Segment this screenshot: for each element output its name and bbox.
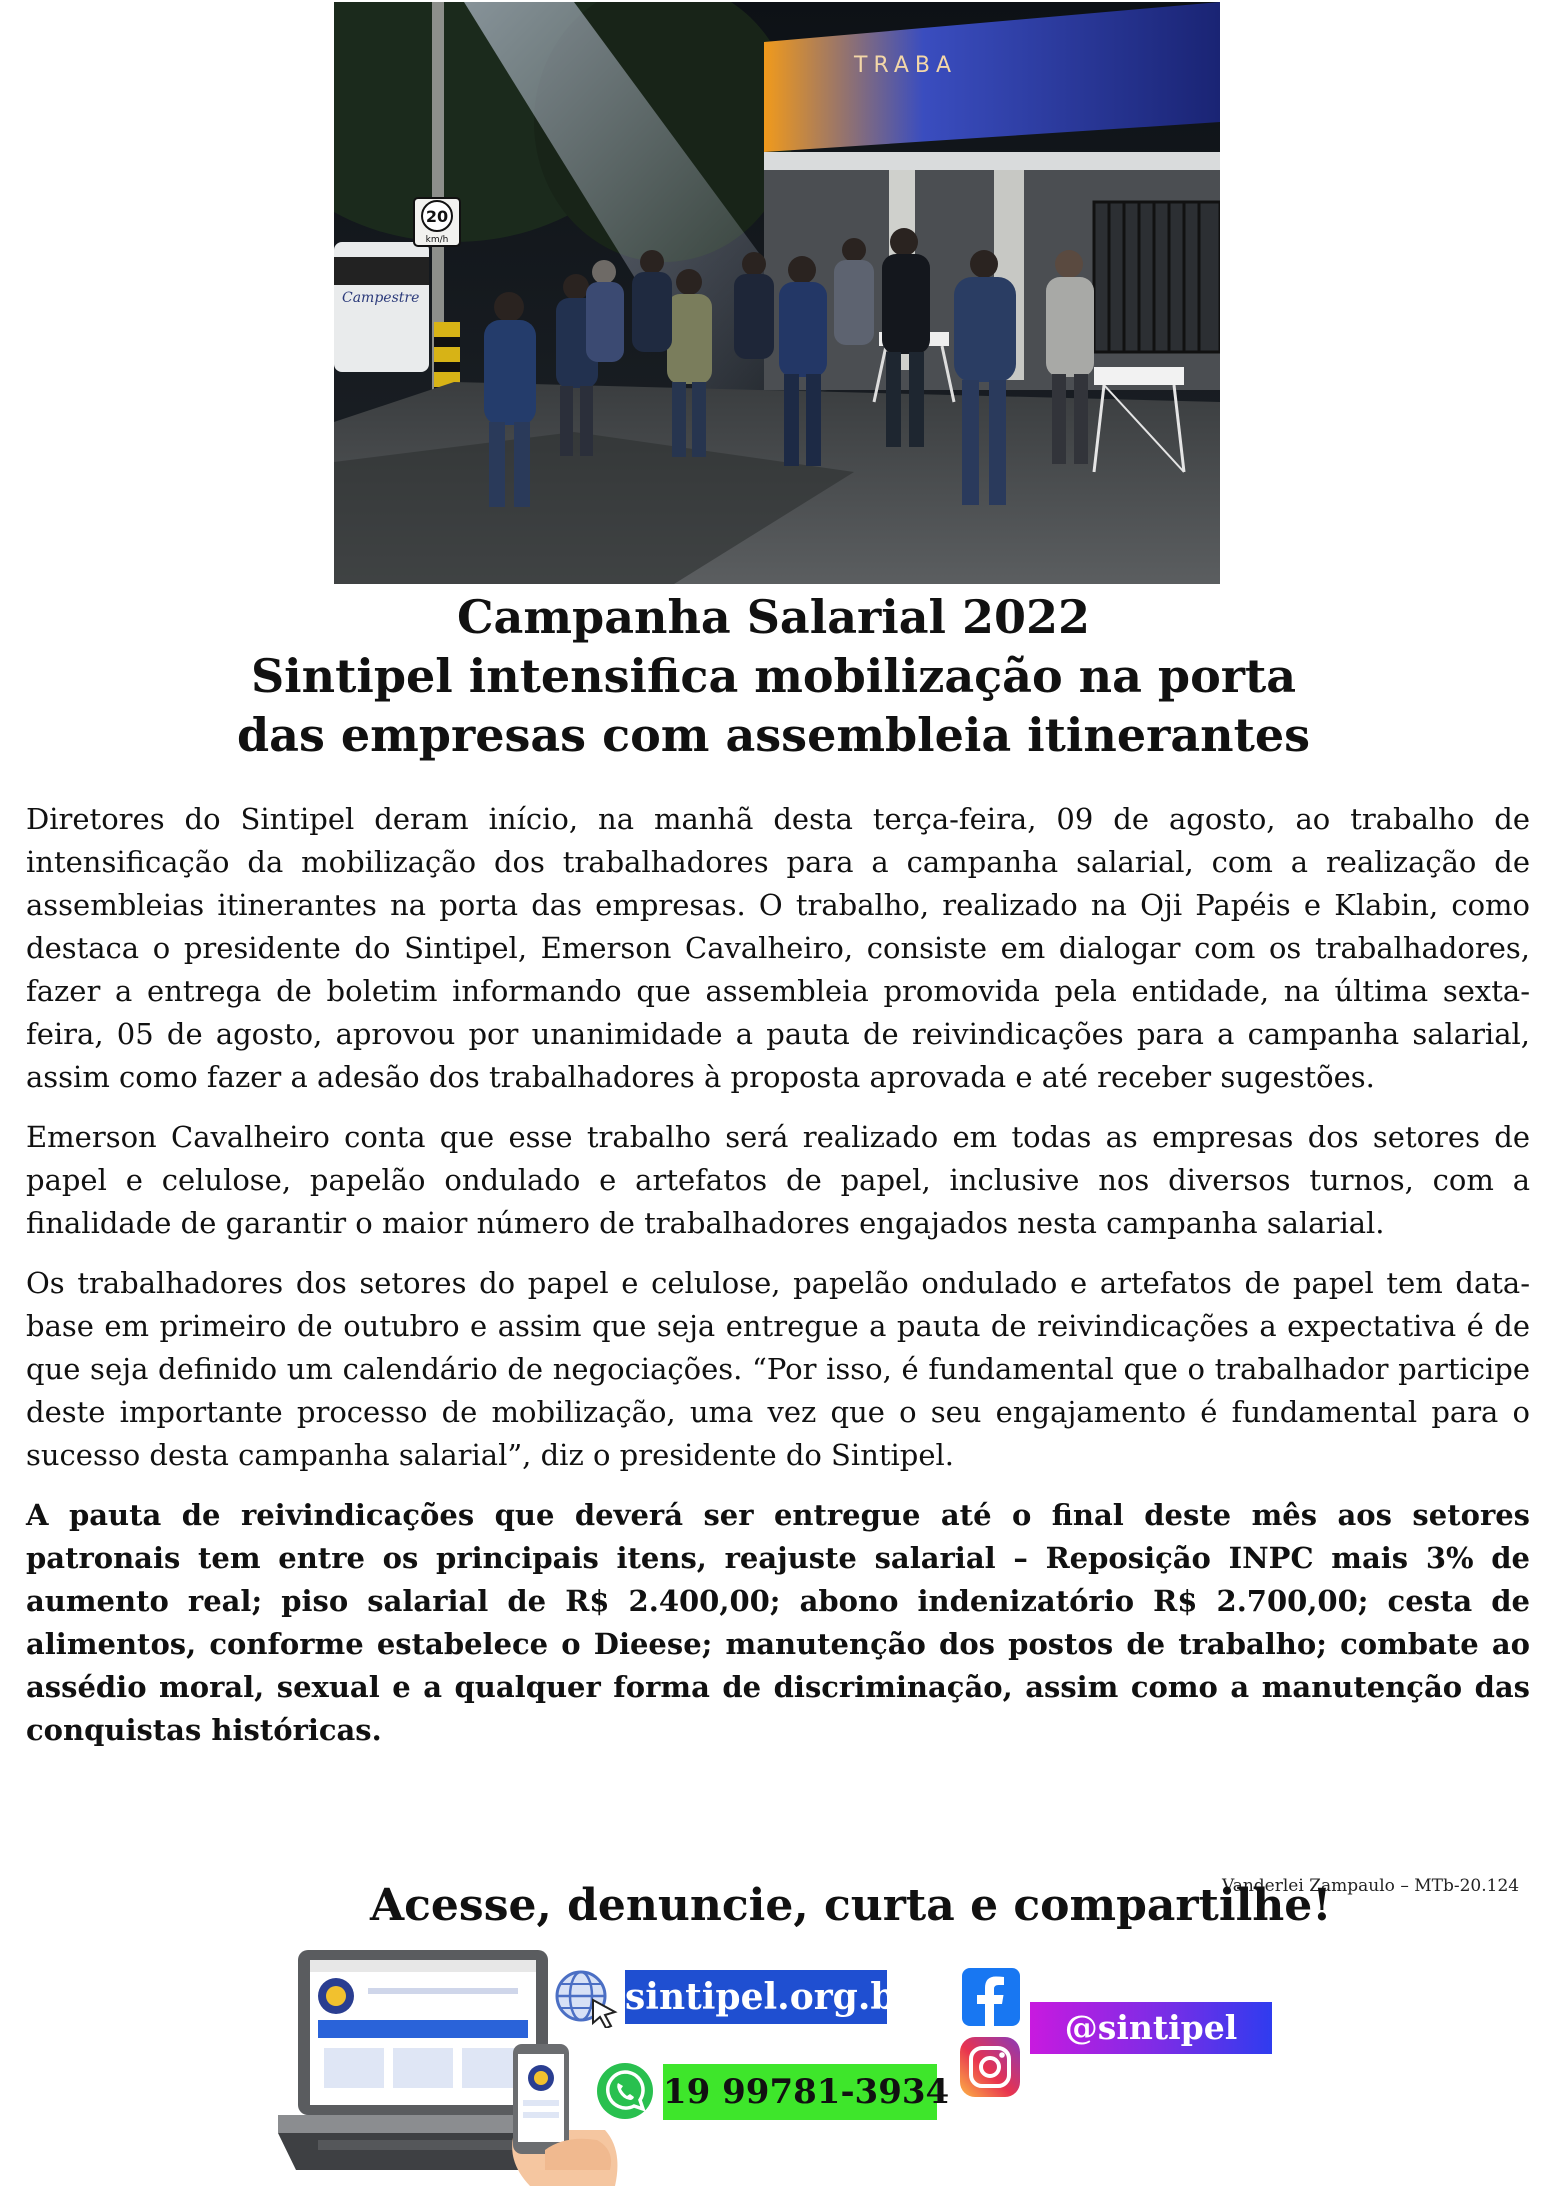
website-link[interactable]: sintipel.org.br	[625, 1970, 887, 2024]
article-photo	[334, 2, 1220, 584]
building-gate	[1094, 202, 1220, 352]
banner-text: TRABA	[854, 53, 958, 78]
article-paragraph-1: Diretores do Sintipel deram início, na manhã desta terça-feira, 09 de agosto, ao trabalho de intensificação da mobilização dos trabalhadores para a campanha salarial, com a realização de assembleias itinerantes na porta das empresas. O trabalho, realizado na Oji Papéis e Klabin, como destaca o presidente do Sintipel, Emerson Cavalheiro, consiste em dialogar com os trabalhadores, fazer a entrega de boletim informando que assembleia promovida pela entidade, na última sexta-feira, 05 de agosto, aprovou por unanimidade a pauta de reivindicações para a campanha salarial, assim como fazer a adesão dos trabalhadores à proposta aprovada e até receber sugestões.	[26, 802, 1530, 1094]
speed-sign-number: 20	[425, 207, 449, 226]
social-handle[interactable]: @sintipel	[1030, 2002, 1272, 2054]
whatsapp-icon	[596, 2062, 654, 2124]
article-paragraph-demands: A pauta de reivindicações que deverá ser entregue até o final deste mês aos setores patronais tem entre os principais itens, reajuste salarial – Reposição INPC mais 3% de aumento real; piso salarial de R$ 2.400,00; abono indenizatório R$ 2.700,00; cesta de alimentos, conforme estabelece o Dieese; manutenção dos postos de trabalho; combate ao assédio moral, sexual e a qualquer forma de discriminação, assim como a manutenção das conquistas históricas.	[26, 1498, 1530, 1747]
globe-icon	[553, 1968, 619, 2032]
photo-scene	[334, 2, 1220, 584]
facebook-icon[interactable]	[962, 1968, 1020, 2030]
article-body	[26, 798, 1530, 1752]
instagram-icon[interactable]	[959, 2036, 1021, 2102]
headline	[0, 588, 1547, 765]
speed-sign-unit: km/h	[425, 235, 449, 245]
article-paragraph-2: Emerson Cavalheiro conta que esse trabalho será realizado em todas as empresas dos setores de papel e celulose, papelão ondulado e artefatos de papel, inclusive nos diversos turnos, com a finalidade de garantir o maior número de trabalhadores engajados nesta campanha salarial.	[26, 1120, 1530, 1240]
folding-table	[1094, 367, 1184, 385]
building-canopy	[764, 152, 1220, 170]
article-paragraph-3: Os trabalhadores dos setores do papel e celulose, papelão ondulado e artefatos de papel tem data-base em primeiro de outubro e assim que seja entregue a pauta de reivindicações a expectativa é de que seja definido um calendário de negociações. “Por isso, é fundamental que o trabalhador participe deste importante processo de mobilização, uma vez que o seu engajamento é fundamental para o sucesso desta campanha salarial”, diz o presidente do Sintipel.	[26, 1266, 1530, 1472]
whatsapp-number[interactable]: 19 99781-3934	[663, 2064, 937, 2120]
headline-line-1: Campanha Salarial 2022	[456, 590, 1091, 644]
author-credit: Vanderlei Zampaulo – MTb-20.124	[1222, 1876, 1520, 1896]
call-to-action: Acesse, denuncie, curta e compartilhe!	[370, 1880, 1332, 1931]
headline-line-2: Sintipel intensifica mobilização na porta	[250, 649, 1297, 703]
bus-text: Campestre	[342, 290, 420, 306]
headline-line-3: das empresas com assembleia itinerantes	[236, 708, 1311, 762]
